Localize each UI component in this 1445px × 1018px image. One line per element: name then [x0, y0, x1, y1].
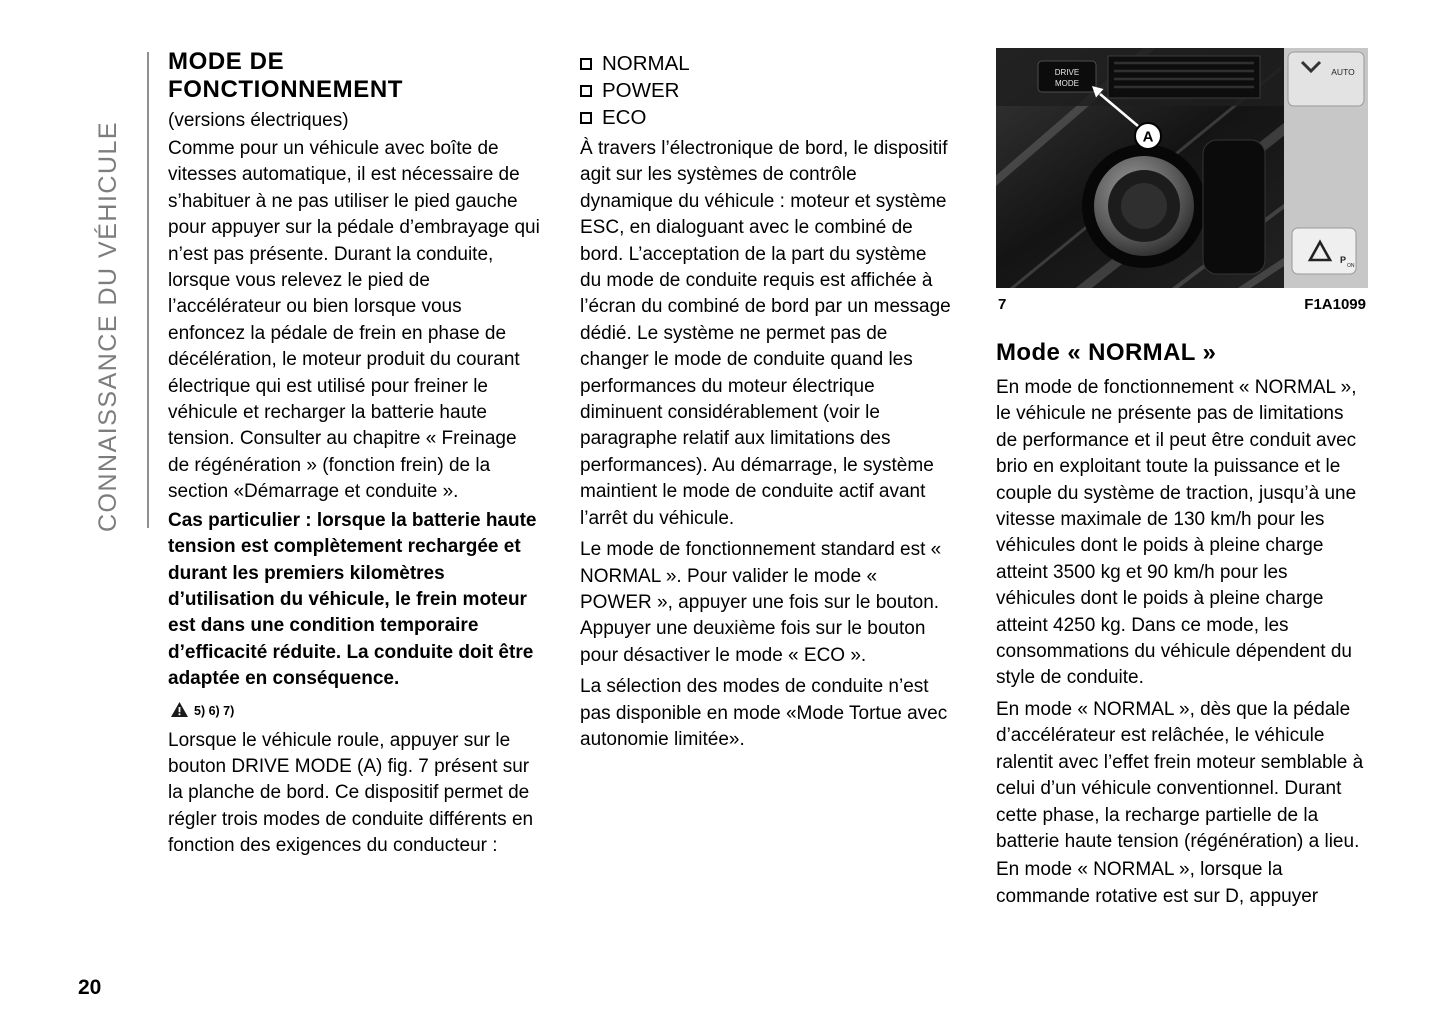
paragraph: En mode de fonctionnement « NORMAL », le véhicule ne présente pas de limitations de performance et il peut être conduit avec brio en exploitant toute la puissance et le couple du système de traction, jusqu’à une vitesse maximale de 130 km/h pour les véhicules dont le poids à pleine charge atteint 3500 kg et 90 km/h pour les véhicules dont le poids à pleine charge atteint 4250 kg. Dans ce mode, les consommations du véhicule dépendent du style de conduite.: [996, 377, 1357, 689]
checkbox-icon: [580, 58, 592, 70]
figure-caption: [996, 296, 1368, 313]
figure-code: F1A1099: [1304, 296, 1366, 313]
paragraph: La sélection des modes de conduite n’est pas disponible en mode «Mode Tortue avec autonomie limitée».: [580, 676, 948, 750]
paragraph: En mode « NORMAL », lorsque la commande rotative est sur D, appuyer: [996, 859, 1319, 907]
callout-a: [1135, 123, 1161, 149]
paragraph: En mode « NORMAL », dès que la pédale d’accélérateur est relâchée, le véhicule ralentit avec l’effet frein moteur semblable à celui d’un véhicule conventionnel. Durant cette phase, la recharge partielle de la batterie haute tension (régénération) a lieu.: [996, 698, 1364, 852]
drive-mode-button[interactable]: [1038, 61, 1096, 92]
mode-item-power: [580, 77, 952, 104]
mode-label: ECO: [602, 106, 647, 129]
svg-text:A: A: [1142, 128, 1154, 146]
chapter-title-vertical: CONNAISSANCE DU VÉHICULE: [94, 120, 122, 532]
section-heading-line2: FONCTIONNEMENT: [168, 76, 404, 103]
rotary-knob[interactable]: [1082, 144, 1206, 268]
svg-text:DRIVE: DRIVE: [1054, 68, 1080, 77]
figure-number: 7: [998, 296, 1007, 313]
storage-recess: [1203, 140, 1265, 274]
warning-row: [170, 701, 540, 723]
paragraph: Comme pour un véhicule avec boîte de vitesses automatique, il est nécessaire de s’habituer à ne pas utiliser le pied gauche pour appuyer sur la pédale d’embrayage qui n’est pas présente. Durant la conduite, lorsque vous relevez le pied de l’accélérateur ou bien lorsque vous enfoncez la pédale de frein en phase de décélération, le moteur produit du courant électrique qui est utilisé pour freiner le véhicule et recharger la batterie haute tension. Consulter au chapitre « Freinage de régénération » (fonction frein) de la section «Démarrage et conduite ».: [168, 138, 540, 503]
subsection-heading: Mode « NORMAL »: [996, 339, 1217, 366]
section-heading: [168, 48, 540, 104]
note-references: 5) 6) 7): [194, 703, 235, 718]
auto-label: AUTO: [1331, 67, 1355, 77]
svg-text:P: P: [1340, 255, 1347, 265]
air-vent: [1108, 56, 1260, 98]
mode-label: POWER: [602, 79, 680, 102]
paragraph: À travers l’électronique de bord, le dispositif agit sur les systèmes de contrôle dynamique du véhicule : moteur et système ESC, en dialoguant avec le combiné de bord. L’acceptation de la part du système du mode de conduite requis est affichée à l’écran du combiné de bord par un message dédié. Le système ne permet pas de changer le mode de conduite quand les performances du moteur électrique diminuent considérablement (voir le paragraphe relatif aux limitations des performances). Au démarrage, le système maintient le mode de conduite actif avant l’arrêt du véhicule.: [580, 138, 951, 529]
column-1: [168, 48, 540, 860]
checkbox-icon: [580, 85, 592, 97]
warning-icon: [170, 701, 189, 718]
paragraph: Lorsque le véhicule roule, appuyer sur le bouton DRIVE MODE (A) fig. 7 présent sur la planche de bord. Ce dispositif permet de régler trois modes de conduite différents en fonction des exigences du conducteur :: [168, 729, 534, 857]
mode-item-normal: [580, 50, 952, 77]
drive-mode-list: [580, 50, 952, 131]
hazard-lights-button[interactable]: [1292, 228, 1356, 274]
column-2: [580, 48, 952, 753]
mode-label: NORMAL: [602, 52, 690, 75]
checkbox-icon: [580, 112, 592, 124]
section-heading-line1: MODE DE: [168, 48, 285, 75]
paragraph: Le mode de fonctionnement standard est « NORMAL ». Pour valider le mode « POWER », appuyer une fois sur le bouton. Appuyer une deuxième fois sur le bouton pour désactiver le mode « ECO ».: [580, 539, 942, 666]
section-subtitle: (versions électriques): [168, 110, 349, 131]
column-3: [996, 48, 1368, 910]
sidebar-rule: [147, 52, 149, 528]
svg-text:MODE: MODE: [1055, 79, 1079, 88]
page-number: 20: [78, 976, 102, 999]
svg-text:ON: ON: [1347, 263, 1355, 269]
paragraph-important: Cas particulier : lorsque la batterie haute tension est complètement rechargée et durant les premiers kilomètres d’utilisation du véhicule, le frein moteur est dans une condition temporaire d’efficacité réduite. La conduite doit être adaptée en conséquence.: [168, 509, 537, 690]
mode-item-eco: [580, 104, 952, 131]
dashboard-photo: [996, 48, 1368, 288]
figure-7: [996, 48, 1368, 313]
